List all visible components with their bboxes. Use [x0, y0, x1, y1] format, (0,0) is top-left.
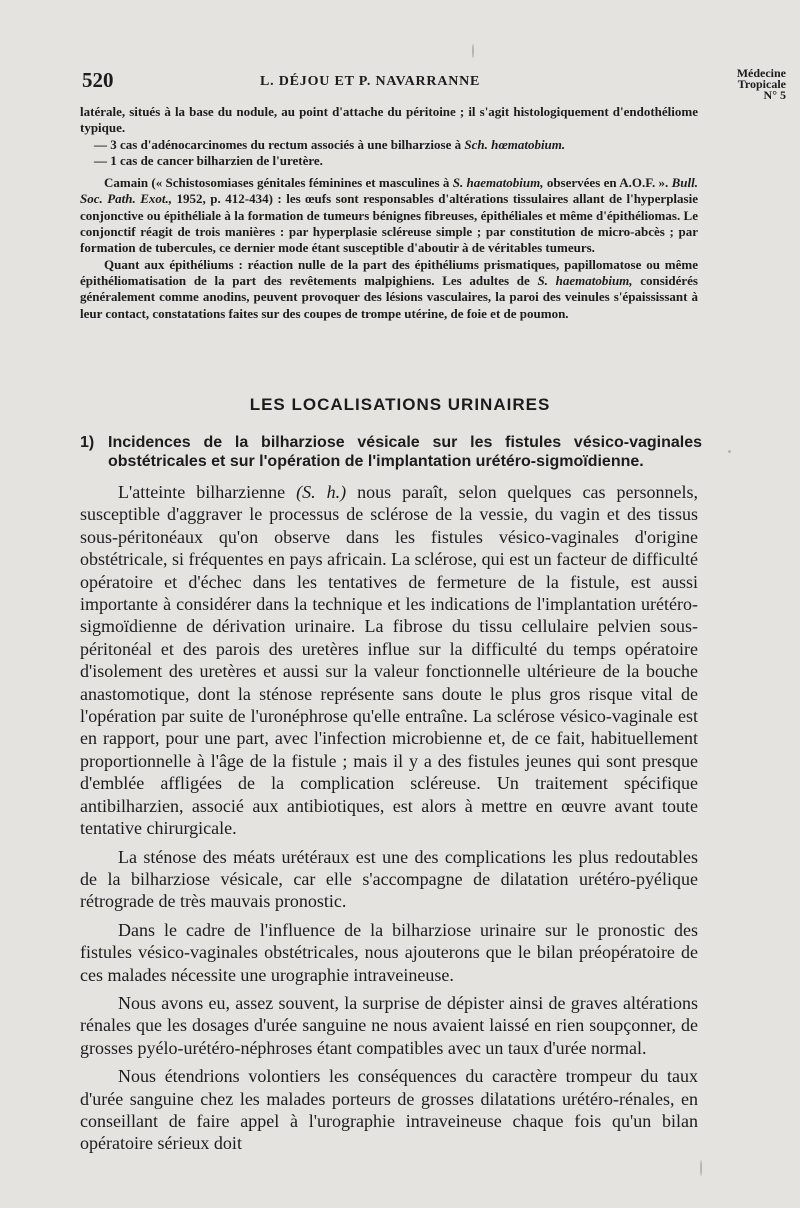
- body-paragraph-1-text-1: L'atteinte bilharzienne: [118, 482, 297, 502]
- top-paragraph-3-text-2: considérés généralement comme anodins, peuvent provoquer des lésions vasculaires, la paroi des veinules s'épaississant à leur contact, constatations faites sur des coupes de trompe utérine, de foie et de poumon.: [80, 272, 698, 321]
- list-item-1-species: Sch. hœmatobium.: [464, 136, 566, 152]
- reference-paragraph: [80, 175, 698, 256]
- subsection-title: Incidences de la bilharziose vésicale sur les fistules vésico-vaginales obstétricales et sur l'opération de l'implantation urétéro-sigmoïdienne.: [108, 434, 702, 470]
- scan-speck: [472, 44, 474, 58]
- journal-mark: [730, 68, 786, 101]
- body-paragraph-3: Dans le cadre de l'influence de la bilharziose urinaire sur le pronostic des fistules vésico-vaginales obstétricales, nous ajouterons que le bilan préopératoire de ces malades nécessite une urographie intraveineuse.: [80, 919, 698, 985]
- body-paragraph-1-text-2: nous paraît, selon quelques cas personnels, susceptible d'aggraver le processus de sclérose de la vessie, du vagin et des tissus sous-péritonéaux qu'on observe dans les fistules vésico-vaginales d'origine obstétricale, si fréquentes en pays africain. La sclérose, qui est un facteur de difficulté opératoire et d'échec dans les tentatives de fermeture de la fistule, est aussi importante à considérer dans la technique et les indications de l'implantation urétéro-sigmoïdienne de dérivation urinaire. La fibrose du tissu cellulaire pelvien sous-péritonéal et des parois des uretères influe sur la difficulté du temps opératoire d'isolement des uretères et aussi sur la valeur fonctionnelle ultérieure de la bouche anastomotique, dont la sténose représente sans doute le plus gros risque vital de l'opération par suite de l'uronéphrose qu'elle entraîne. La sclérose vésico-vaginale est en rapport, pour une part, avec l'infection microbienne et, de ce fait, habituellement proportionnelle à l'âge de la fistule ; mais il y a des fistules jeunes qui sont presque d'emblée affligées de la complication scléreuse. Un traitement spécifique antibilharzien, associé aux antibiotiques, est alors à mettre en œuvre avant toute tentative chirurgicale.: [80, 482, 698, 839]
- body-paragraph-5: Nous étendrions volontiers les conséquences du caractère trompeur du taux d'urée sanguine chez les malades porteurs de grosses dilatations urétéro-rénales, en conseillant de faire appel à l'urographie intraveineuse chaque fois qu'un bilan opératoire sérieux doit: [80, 1066, 698, 1154]
- running-title: L. DÉJOU ET P. NAVARRANNE: [260, 74, 481, 89]
- reference-text-2: observées en A.O.F. ».: [543, 175, 672, 191]
- reference-text-1: (« Schistosomiases génitales féminines et masculines à: [148, 175, 453, 191]
- journal-line-2: Tropicale: [737, 77, 786, 91]
- section-title: LES LOCALISATIONS URINAIRES: [249, 395, 551, 414]
- reference-journal: Bull. Soc. Path. Exot.,: [80, 175, 698, 207]
- body-paragraph-4: Nous avons eu, assez souvent, la surprise de dépister ainsi de graves altérations rénales que les dosages d'urée sanguine ne nous avaient laissé en rien soupçonner, de grosses pyélo-urétéro-néphroses étant compatibles avec un taux d'urée normal.: [80, 992, 698, 1058]
- body-paragraph-1: [80, 481, 698, 840]
- top-paragraph-3-species: S. haematobium,: [537, 272, 633, 288]
- subsection-heading: [80, 433, 702, 471]
- scan-speck: [700, 1160, 702, 1176]
- top-paragraph-1: latérale, situés à la base du nodule, au point d'attache du péritoine ; il s'agit histologiquement d'endothéliome typique.: [80, 104, 698, 136]
- reference-species: S. haematobium,: [452, 175, 544, 191]
- list-item-1-text: — 3 cas d'adénocarcinomes du rectum associés à une bilharziose à: [94, 136, 465, 152]
- body-paragraph-2: La sténose des méats urétéraux est une des complications les plus redoutables de la bilharziose vésicale, car elle s'accompagne de dilatation urétéro-pyélique rétrograde de très mauvais pronostic.: [80, 846, 698, 912]
- page-header: [82, 66, 786, 102]
- list-item-2: — 1 cas de cancer bilharzien de l'uretère.: [94, 152, 323, 168]
- body-text: [80, 481, 698, 1161]
- journal-line-3: N° 5: [763, 88, 786, 102]
- body-paragraph-1-abbrev: (S. h.): [296, 482, 347, 502]
- scan-speck: [728, 450, 731, 453]
- list-item-1: [80, 137, 698, 153]
- subsection-number: 1): [80, 434, 95, 451]
- journal-line-1: Médecine: [736, 66, 786, 80]
- top-paragraph-3-text-1: Quant aux épithéliums : réaction nulle de la part des épithéliums prismatiques, papillomatose ou même épithéliomatisation de la part des revêtements malpighiens. Les adultes de: [80, 256, 698, 288]
- reference-text-3: 1952, p. 412-434) : les œufs sont responsables d'altérations tissulaires allant de l'hyperplasie conjonctive ou épithéliale à la formation de tumeurs bénignes fibreuses, épithéliales et même d'épithéliomas. Le conjonctif réagit de trois manières : par hyperplasie scléreuse simple ; par constitution de micro-abcès ; par formation de tubercules, ce dernier mode étant susceptible d'aboutir à de véritables tumeurs.: [80, 191, 698, 256]
- top-text-block: [80, 104, 698, 322]
- top-paragraph-3: [80, 257, 698, 322]
- reference-author: Camain: [104, 175, 149, 191]
- page-number: 520: [82, 68, 114, 92]
